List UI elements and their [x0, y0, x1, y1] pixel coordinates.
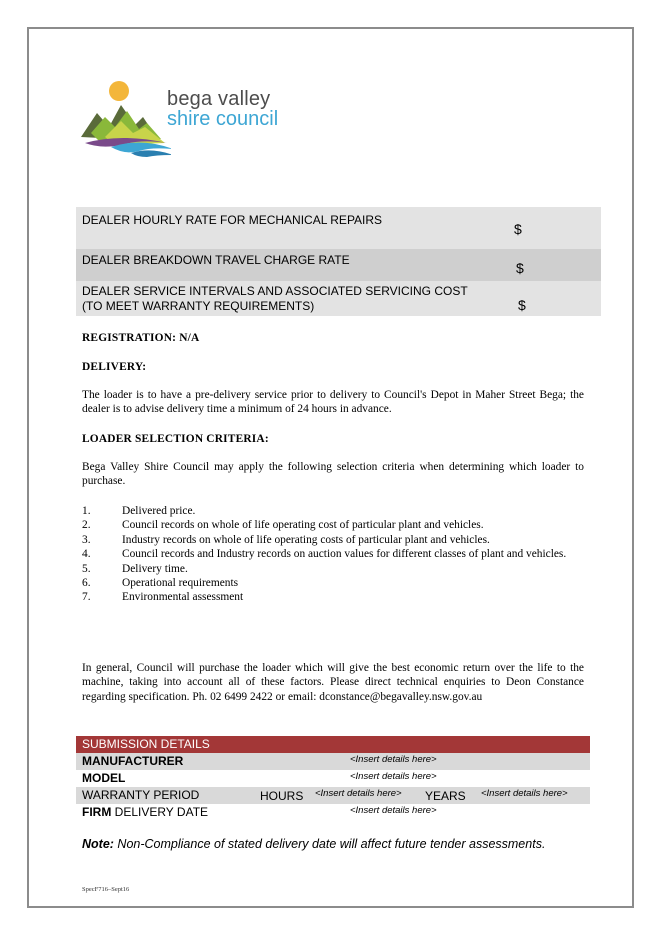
- travel-charge-label: DEALER BREAKDOWN TRAVEL CHARGE RATE: [82, 253, 350, 267]
- firm-delivery-row: [76, 804, 590, 821]
- list-item: [82, 576, 584, 590]
- list-text: Environmental assessment: [122, 591, 244, 604]
- document-reference: SpecF716–Sept16: [82, 886, 130, 893]
- submission-details-table: [76, 736, 590, 821]
- model-label: MODEL: [82, 771, 126, 785]
- model-input[interactable]: <Insert details here>: [350, 771, 437, 782]
- warranty-row: [76, 787, 590, 804]
- list-text: Delivery time.: [122, 562, 188, 575]
- hourly-rate-value[interactable]: $: [514, 221, 522, 237]
- warranty-label: WARRANTY PERIOD: [82, 788, 200, 802]
- council-logo: [81, 77, 311, 157]
- warranty-hours-input[interactable]: <Insert details here>: [315, 788, 402, 799]
- registration-heading: REGISTRATION: N/A: [82, 332, 200, 344]
- firm-delivery-label-rest: DELIVERY DATE: [111, 805, 209, 819]
- manufacturer-input[interactable]: <Insert details here>: [350, 754, 437, 765]
- criteria-list: [82, 504, 584, 605]
- hourly-rate-label: DEALER HOURLY RATE FOR MECHANICAL REPAIRS: [82, 213, 383, 227]
- logo-text-line1: bega valley: [167, 88, 271, 110]
- service-cost-label-line1: DEALER SERVICE INTERVALS AND ASSOCIATED SERVICING COST: [82, 284, 468, 298]
- list-item: [82, 533, 584, 547]
- list-text: Council records and Industry records on auction values for different classes of plant and vehicles.: [122, 548, 567, 561]
- list-number: 4.: [82, 548, 91, 561]
- list-number: 2.: [82, 519, 91, 532]
- list-number: 5.: [82, 562, 91, 575]
- manufacturer-label: MANUFACTURER: [82, 754, 184, 768]
- years-unit-label: YEARS: [425, 789, 466, 803]
- hours-unit-label: HOURS: [260, 789, 304, 803]
- service-cost-label: [82, 284, 468, 314]
- delivery-text: The loader is to have a pre-delivery service prior to delivery to Council's Depot in Maher Street Bega; the dealer is to advise delivery time a minimum of 24 hours in advance.: [82, 389, 584, 416]
- list-item: [82, 504, 584, 518]
- list-text: Delivered price.: [122, 505, 196, 517]
- compliance-note: [82, 837, 545, 851]
- list-number: 3.: [82, 533, 91, 546]
- service-cost-value[interactable]: $: [518, 297, 526, 313]
- list-item: [82, 590, 584, 604]
- hourly-rate-row: [76, 207, 601, 249]
- list-number: 6.: [82, 577, 91, 590]
- document-page: [27, 27, 634, 908]
- note-text: Non-Compliance of stated delivery date will affect future tender assessments.: [113, 837, 546, 851]
- logo-hills-icon: [81, 77, 171, 157]
- travel-charge-value[interactable]: $: [516, 260, 524, 276]
- general-text: In general, Council will purchase the loader which will give the best economic return over the life to the machine, taking into account all of these factors. Please direct technical enquiries to Deon Constance regarding specification. Ph. 02 6499 2422 or email: dconstance@begavalley.nsw.gov.au: [82, 662, 584, 703]
- list-text: Council records on whole of life operating cost of particular plant and vehicles.: [122, 519, 484, 532]
- list-item: [82, 547, 584, 561]
- warranty-years-input[interactable]: <Insert details here>: [481, 788, 568, 799]
- firm-delivery-input[interactable]: <Insert details here>: [350, 805, 437, 816]
- list-number: 7.: [82, 591, 91, 604]
- list-text: Operational requirements: [122, 577, 239, 590]
- firm-delivery-label: [82, 805, 208, 819]
- criteria-intro: Bega Valley Shire Council may apply the following selection criteria when determining which loader to purchase.: [82, 461, 584, 488]
- list-number: 1.: [82, 505, 91, 517]
- travel-charge-row: [76, 249, 601, 281]
- service-cost-label-line2: (TO MEET WARRANTY REQUIREMENTS): [82, 299, 315, 313]
- list-item: [82, 518, 584, 532]
- delivery-heading: DELIVERY:: [82, 361, 147, 373]
- dealer-rates-table: [76, 207, 601, 316]
- list-text: Industry records on whole of life operating costs of particular plant and vehicles.: [122, 533, 490, 546]
- manufacturer-row: [76, 753, 590, 770]
- service-cost-row: [76, 281, 601, 316]
- model-row: [76, 770, 590, 787]
- note-label: Note:: [82, 837, 114, 851]
- firm-delivery-label-bold: FIRM: [82, 805, 112, 819]
- submission-header: SUBMISSION DETAILS: [76, 736, 590, 753]
- list-item: [82, 562, 584, 576]
- logo-text-line2: shire council: [167, 108, 279, 130]
- criteria-heading: LOADER SELECTION CRITERIA:: [82, 433, 269, 445]
